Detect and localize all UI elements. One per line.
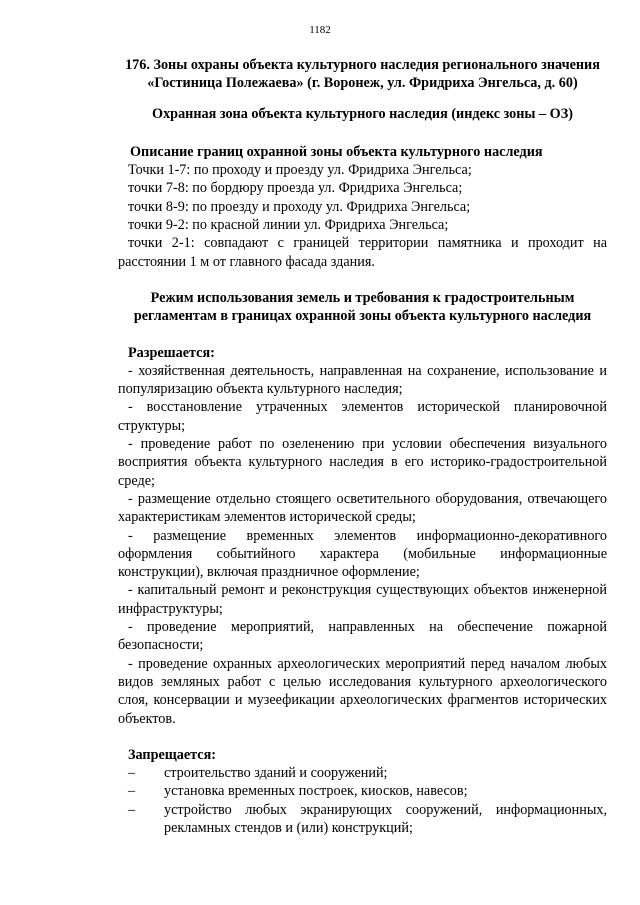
prohibited-label: Запрещается: [128,746,216,763]
prohibited-item-text: строительство зданий и сооружений; [164,765,388,782]
boundary-item: точки 8-9: по проезду и проходу ул. Фридриха Энгельса; [128,198,471,215]
prohibited-item [118,801,607,838]
regime-heading: Режим использования земель и требования к градостроительным регламентам в границах охранной зоны объекта культурного наследия [133,289,592,325]
document-title: 176. Зоны охраны объекта культурного наследия регионального значения «Гостиница Полежаева» (г. Воронеж, ул. Фридриха Энгельса, д. 60) [125,57,600,92]
prohibited-item-text: установка временных построек, киосков, навесов; [164,783,468,800]
boundary-item: Точки 1-7: по проходу и проезду ул. Фридриха Энгельса; [128,162,472,179]
prohibited-item-text: устройство любых экранирующих сооружений, информационных, рекламных стендов и (или) конструкций; [164,801,607,836]
document-body [118,56,607,837]
prohibited-item [118,764,607,782]
boundary-item: точки 9-2: по красной линии ул. Фридриха Энгельса; [128,217,449,234]
page-number: 1182 [309,24,331,36]
allowed-item: - капитальный ремонт и реконструкция существующих объектов инженерной инфраструктуры; [118,582,607,617]
allowed-item: - проведение работ по озеленению при условии обеспечения визуального восприятия объекта культурного наследия в его историко-градостроительной среде; [118,436,607,489]
allowed-item: - размещение отдельно стоящего осветительного оборудования, отвечающего характеристикам элементов исторической среды; [118,490,607,526]
boundaries-heading: Описание границ охранной зоны объекта культурного наследия [130,143,543,160]
allowed-item: - восстановление утраченных элементов исторической планировочной структуры; [118,399,607,434]
allowed-item: - проведение мероприятий, направленных на обеспечение пожарной безопасности; [118,619,607,654]
allowed-item: - размещение временных элементов информационно-декоративного оформления событийного характера (мобильные информационные конструкции), включая праздничное оформление; [118,527,607,581]
allowed-item: - хозяйственная деятельность, направленная на сохранение, использование и популяризацию объекта культурного наследия; [118,362,607,398]
dash-marker: – [128,801,136,818]
zone-heading: Охранная зона объекта культурного наследия (индекс зоны – ОЗ) [152,105,573,122]
dash-marker: – [128,765,136,782]
dash-marker: – [128,783,136,800]
prohibited-item [118,782,607,800]
allowed-label: Разрешается: [128,344,215,361]
allowed-item: - проведение охранных археологических мероприятий перед началом любых видов земляных работ с целью исследования культурного археологического слоя, консервации и музеефикации археологических фрагментов исторических объектов. [118,655,607,727]
boundary-item: точки 7-8: по бордюру проезда ул. Фридриха Энгельса; [128,180,463,197]
boundary-item: точки 2-1: совпадают с границей территории памятника и проходит на расстоянии 1 м от главного фасада здания. [118,235,607,270]
